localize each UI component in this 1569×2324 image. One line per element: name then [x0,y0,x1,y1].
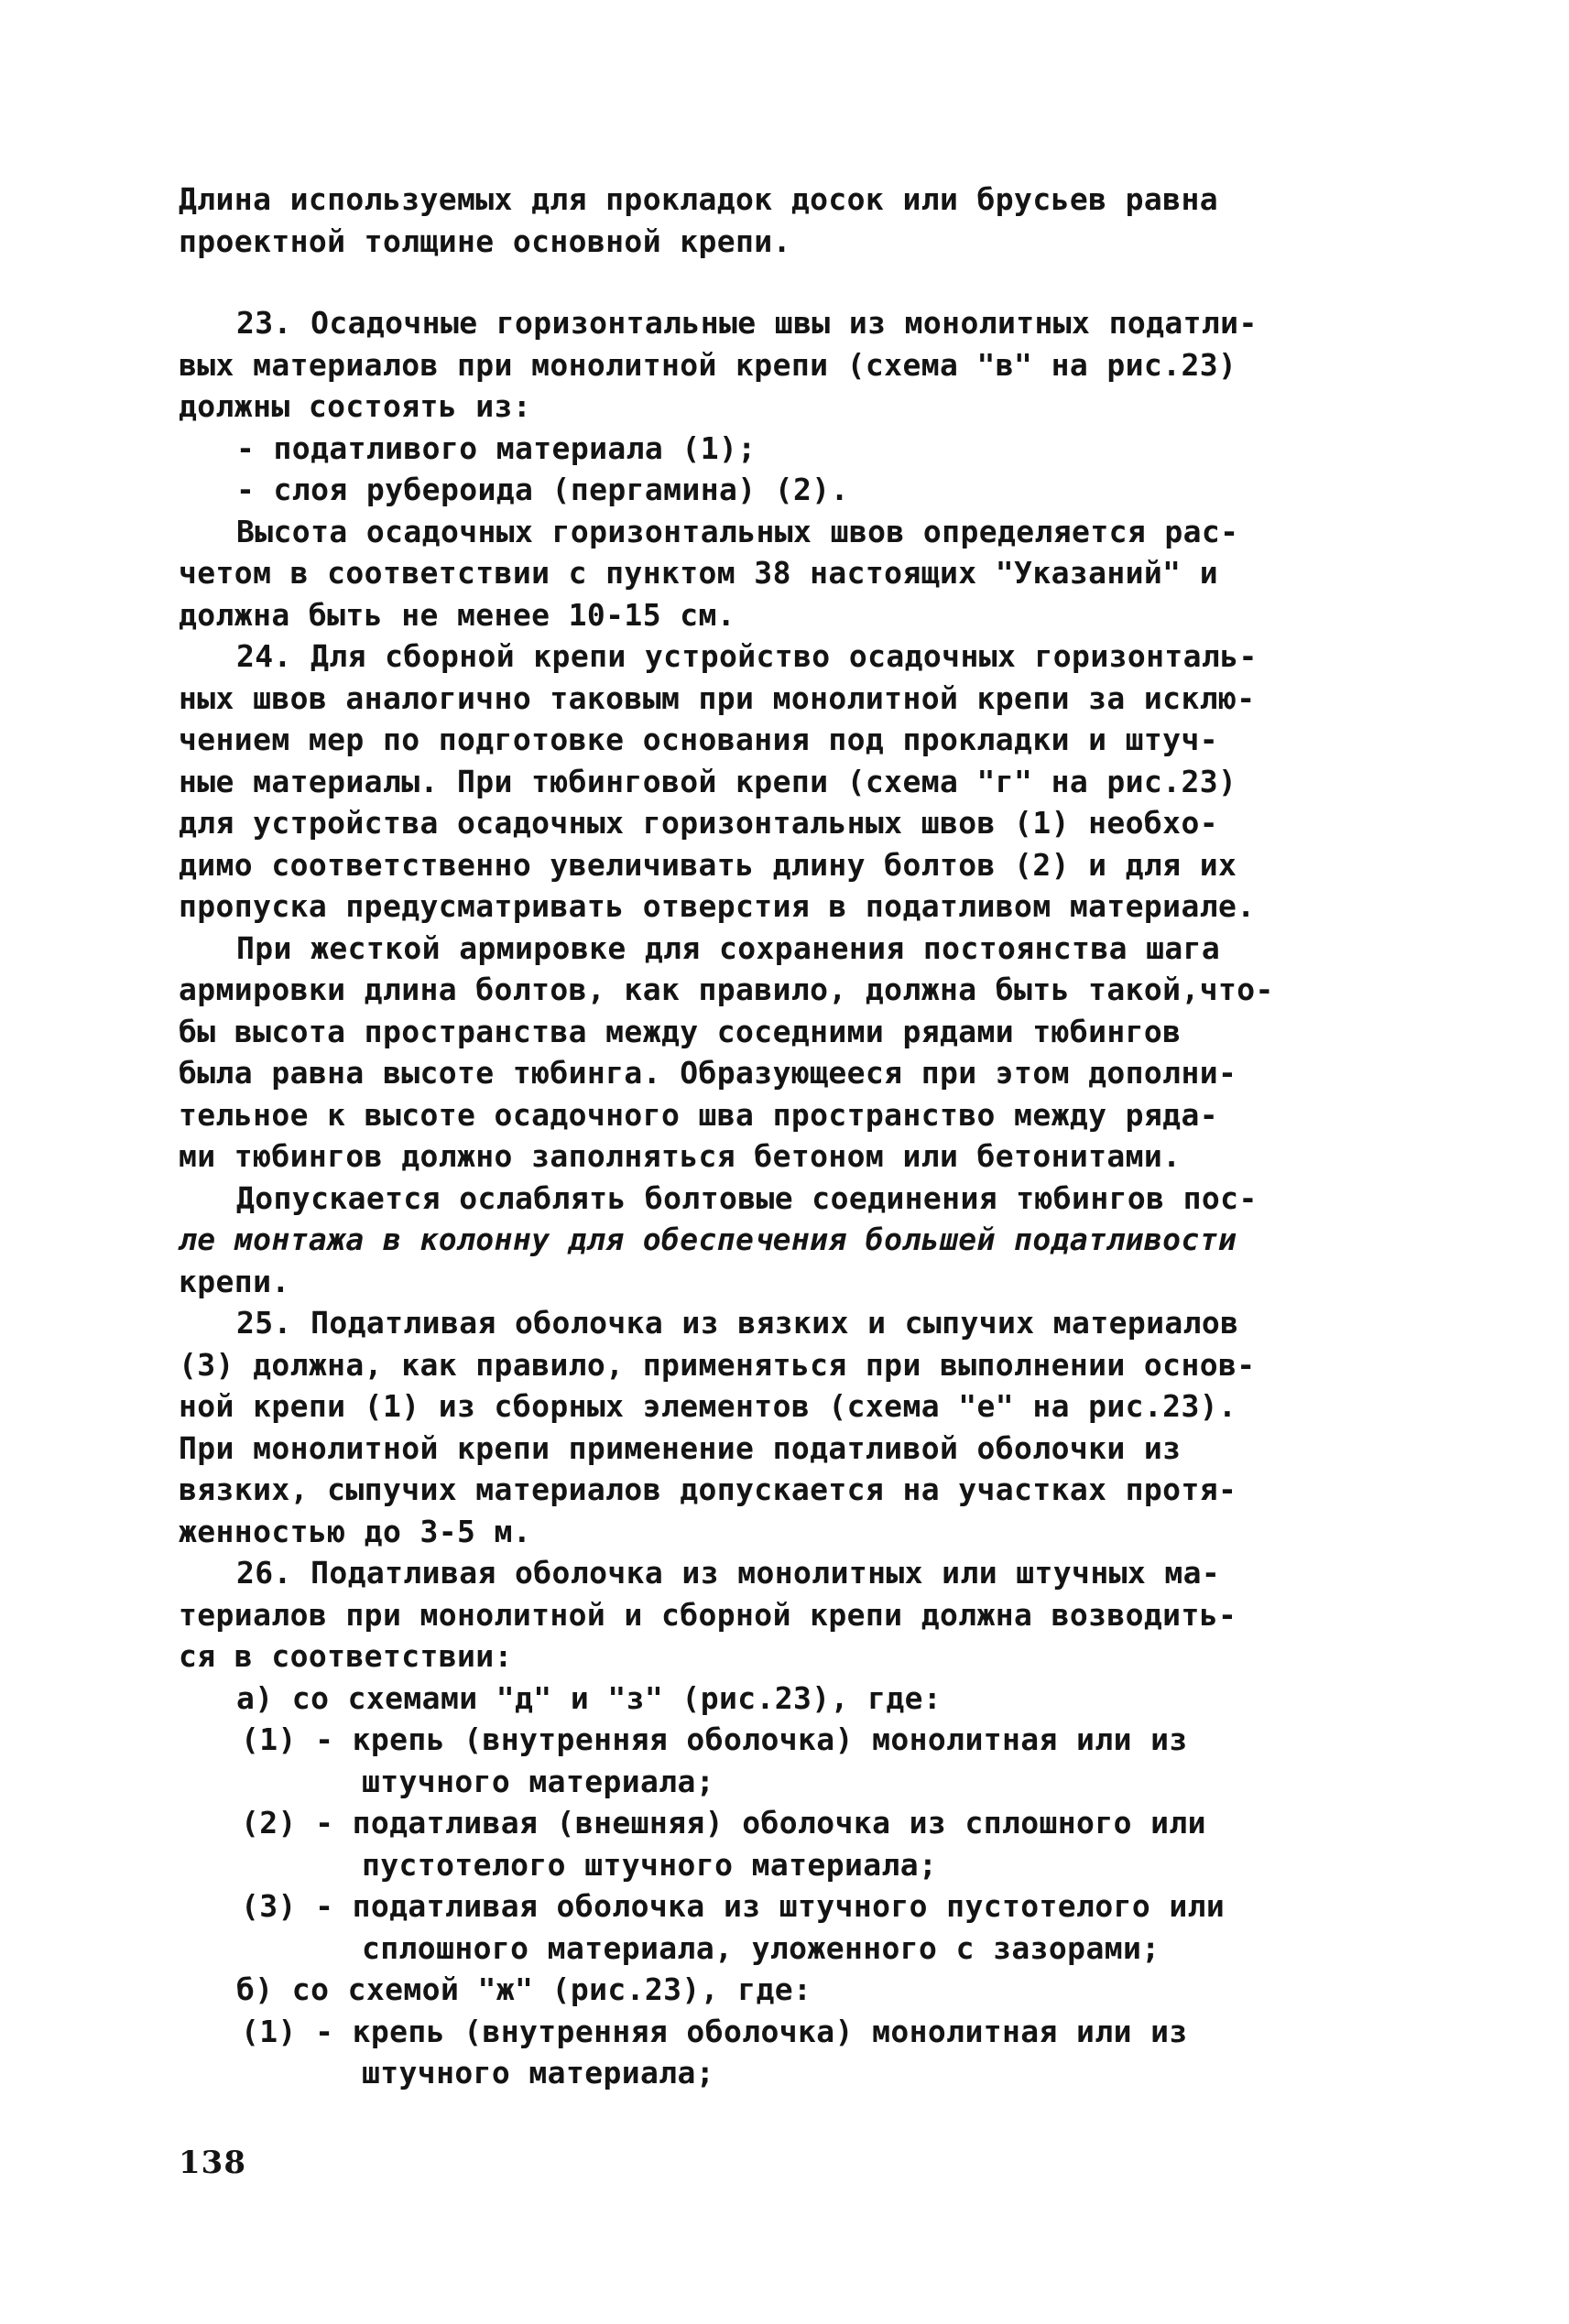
text-line: была равна высоте тюбинга. Образующееся при этом дополни- [179,1055,1237,1091]
text-line: димо соответственно увеличивать длину болтов (2) и для их [179,846,1237,883]
text-line: тельное к высоте осадочного шва пространство между ряда- [179,1096,1218,1133]
list-item-continuation: пустотелого штучного материала; [362,1846,938,1883]
text-line: ных швов аналогично таковым при монолитной крепи за исклю- [179,679,1256,716]
text-line: бы высота пространства между соседними рядами тюбингов [179,1013,1182,1049]
intro-paragraph [179,179,1424,262]
list-item-continuation: сплошного материала, уложенного с зазорами; [362,1929,1160,1966]
text-line: ся в соответствии: [179,1638,513,1674]
text-line: 24. Для сборной крепи устройство осадочных горизонталь- [236,638,1258,674]
list-item: (1) - крепь (внутренняя оболочка) монолитная или из [241,2013,1188,2049]
text-line: (3) должна, как правило, применяться при выполнении основ- [179,1346,1256,1383]
list-item: - податливого материала (1); [236,429,757,466]
section-25 [179,1302,1424,1552]
text-line: чением мер по подготовке основания под прокладки и штуч- [179,722,1218,757]
text-line: четом в соответствии с пунктом 38 настоящих "Указаний" и [179,555,1218,591]
text-line: армировки длина болтов, как правило, должна быть такой,что- [179,972,1274,1007]
section-23 [179,302,1424,635]
text-line: вязких, сыпучих материалов допускается на участках протя- [179,1472,1237,1507]
text-line: для устройства осадочных горизонтальных швов (1) необхо- [179,805,1218,841]
section-24 [179,635,1424,1302]
text-line: териалов при монолитной и сборной крепи должна возводить- [179,1596,1237,1633]
text-line: крепи. [179,1263,290,1299]
text-line: 25. Податливая оболочка из вязких и сыпучих материалов [236,1305,1239,1341]
list-item: (1) - крепь (внутренняя оболочка) монолитная или из [241,1721,1188,1757]
list-item: - слоя рубероида (пергамина) (2). [236,472,849,507]
text-line: Длина используемых для прокладок досок или брусьев равна [179,181,1218,217]
text-line: ной крепи (1) из сборных элементов (схема "е" на рис.23). [179,1388,1237,1424]
text-line: ле монтажа в колонну для обеспечения большей податливости [179,1222,1237,1257]
text-line: Высота осадочных горизонтальных швов определяется рас- [236,513,1239,549]
text-line: должны состоять из: [179,388,532,424]
text-line: Допускается ослаблять болтовые соединения тюбингов пос- [236,1179,1258,1216]
text-line: При жесткой армировке для сохранения постоянства шага [236,929,1221,966]
list-item: (3) - податливая оболочка из штучного пустотелого или [241,1888,1226,1924]
text-line: проектной толщине основной крепи. [179,223,791,259]
text-line: ми тюбингов должно заполняться бетоном или бетонитами. [179,1138,1182,1174]
text-line: ные материалы. При тюбинговой крепи (схема "г" на рис.23) [179,763,1237,799]
text-line: женностью до 3-5 м. [179,1513,532,1549]
text-line: При монолитной крепи применение податливой оболочки из [179,1429,1182,1466]
list-heading: б) со схемой "ж" (рис.23), где: [236,1971,812,2007]
page-number: 138 [179,2145,246,2181]
list-item: (2) - податливая (внешняя) оболочка из сплошного или [241,1805,1206,1841]
section-26 [179,1552,1424,2094]
document-body [179,179,1424,2094]
text-line: вых материалов при монолитной крепи (схема "в" на рис.23) [179,346,1237,383]
list-heading: а) со схемами "д" и "з" (рис.23), где: [236,1679,942,1716]
text-line: 26. Податливая оболочка из монолитных или штучных ма- [236,1555,1221,1591]
text-line: пропуска предусматривать отверстия в податливом материале. [179,888,1256,924]
text-line: 23. Осадочные горизонтальные швы из монолитных податли- [236,305,1258,341]
text-line: должна быть не менее 10-15 см. [179,596,736,633]
list-item-continuation: штучного материала; [362,1763,715,1799]
list-item-continuation: штучного материала; [362,2055,715,2091]
